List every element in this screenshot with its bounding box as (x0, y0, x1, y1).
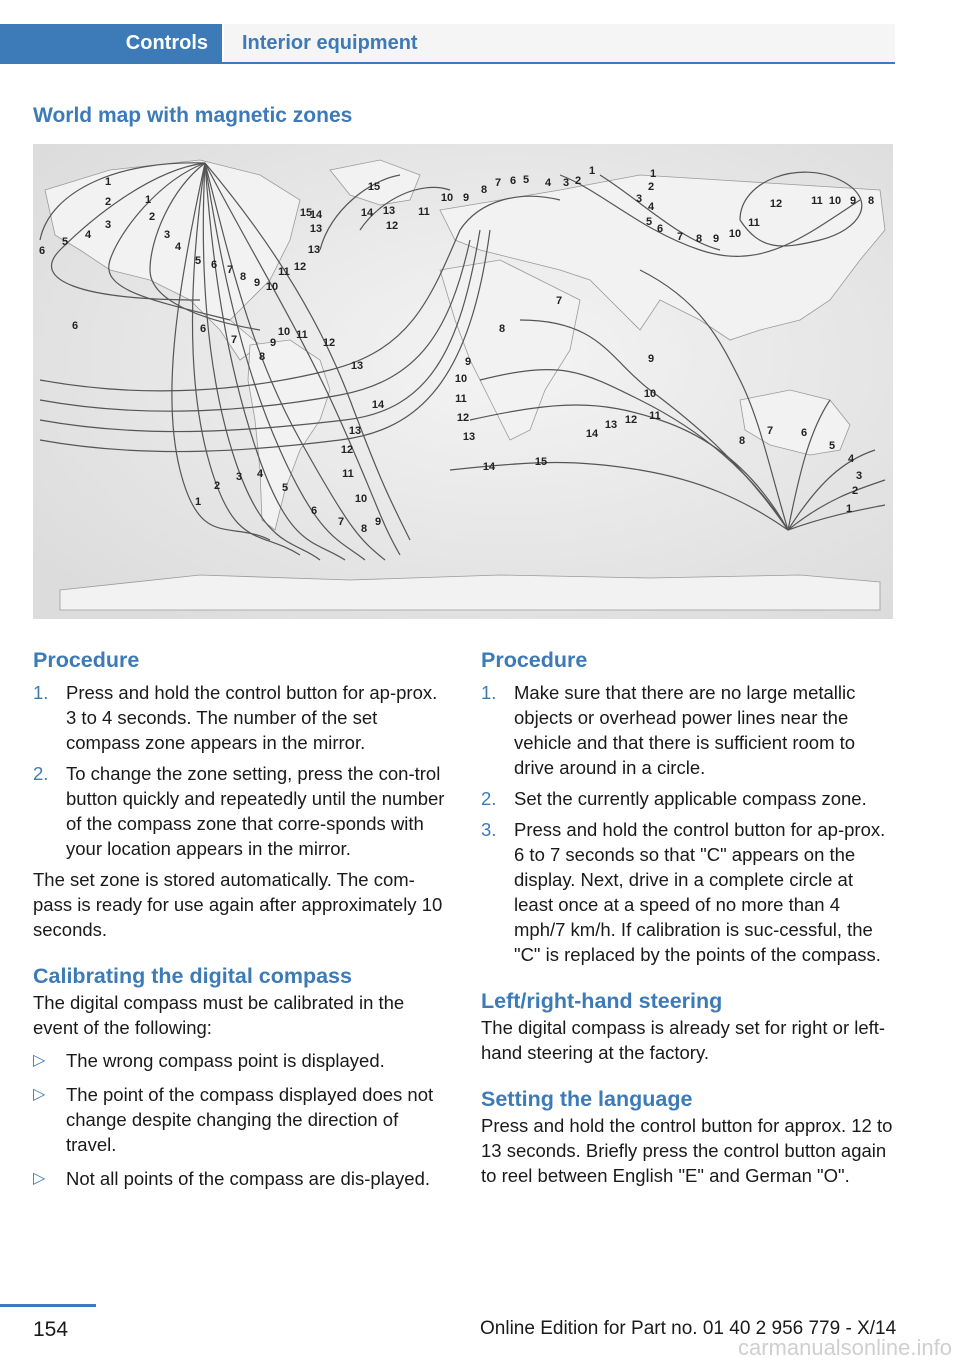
right-column (481, 646, 895, 1188)
zone-number-label: 7 (337, 516, 345, 528)
zone-number-label: 9 (712, 233, 720, 245)
zone-number-label: 11 (278, 266, 290, 278)
zone-number-label: 7 (226, 264, 234, 276)
procedure-heading-left: Procedure (33, 648, 140, 672)
list-item (33, 1048, 447, 1073)
zone-number-label: 5 (194, 255, 202, 267)
zone-number-label: 9 (464, 356, 472, 368)
zone-number-label: 13 (309, 223, 323, 235)
zone-number-label: 7 (494, 177, 502, 189)
zone-number-label: 1 (104, 176, 112, 188)
section-tab-controls[interactable]: Controls (0, 24, 222, 62)
zone-number-label: 2 (213, 480, 221, 492)
step-number: 1. (481, 682, 497, 703)
zone-number-label: 6 (38, 245, 46, 257)
zone-number-label: 10 (828, 195, 842, 207)
zone-number-label: 13 (348, 425, 362, 437)
zone-number-label: 12 (322, 337, 336, 349)
zone-number-label: 8 (867, 195, 875, 207)
zone-number-label: 2 (148, 211, 156, 223)
list-item (33, 1082, 447, 1157)
zone-number-label: 6 (210, 259, 218, 271)
zone-number-label: 9 (269, 337, 277, 349)
procedure-heading-right: Procedure (481, 648, 588, 672)
step-text: Press and hold the control button for ap‐prox. 3 to 4 seconds. The number of the set compass zone appears in the mirror. (66, 682, 438, 753)
zone-number-label: 10 (277, 326, 291, 338)
zone-number-label: 10 (643, 388, 657, 400)
header-rule (0, 62, 895, 64)
list-item (481, 817, 895, 967)
zone-number-label: 12 (624, 414, 638, 426)
step-text: Make sure that there are no large metallic objects or overhead power lines near the vehicle and that there is sufficient room to drive around in a circle. (514, 682, 856, 778)
page-header (0, 24, 895, 62)
step-text: Press and hold the control button for ap‐prox. 6 to 7 seconds so that "C" appears on the display. Next, drive in a complete circle at least once at a speed of no more than 4 mph/7 km/h. If calibration is suc‐cessful, the "C" is replaced by the points of the compass. (514, 819, 886, 965)
zone-number-label: 3 (104, 219, 112, 231)
zone-number-label: 6 (800, 427, 808, 439)
zone-number-label: 5 (645, 216, 653, 228)
zone-number-label: 10 (265, 281, 279, 293)
zone-number-label: 2 (851, 485, 859, 497)
step-number: 2. (33, 763, 49, 784)
zone-number-label: 7 (555, 295, 563, 307)
zone-number-label: 3 (635, 193, 643, 205)
calibration-conditions (33, 1048, 447, 1191)
zone-number-label: 3 (235, 471, 243, 483)
zone-number-label: 4 (847, 453, 855, 465)
left-column (33, 646, 447, 1200)
zone-number-label: 11 (748, 217, 760, 229)
triangle-bullet-icon: ▷ (33, 1052, 46, 1069)
zone-number-label: 6 (310, 505, 318, 517)
zone-number-label: 11 (455, 393, 467, 405)
zone-number-label: 7 (766, 425, 774, 437)
zone-number-label: 1 (845, 503, 853, 515)
world-map-magnetic-zones (33, 144, 893, 619)
bullet-text: Not all points of the compass are dis‐played. (66, 1168, 431, 1189)
zone-number-label: 2 (104, 196, 112, 208)
zone-number-label: 3 (855, 470, 863, 482)
zone-number-label: 5 (61, 236, 69, 248)
step-text: To change the zone setting, press the con‐trol button quickly and repeatedly until the number of the compass zone that corre‐sponds with your location appears in the mirror. (66, 763, 445, 859)
zone-number-label: 2 (647, 181, 655, 193)
zone-number-label: 7 (230, 334, 238, 346)
zone-number-label: 12 (293, 261, 307, 273)
zone-number-label: 13 (307, 244, 321, 256)
triangle-bullet-icon: ▷ (33, 1086, 46, 1103)
zone-number-label: 10 (440, 192, 454, 204)
zone-number-label: 11 (649, 410, 661, 422)
zone-number-label: 9 (462, 192, 470, 204)
zone-number-label: 6 (509, 175, 517, 187)
step-text: Set the currently applicable compass zone. (514, 788, 867, 809)
zone-number-label: 5 (281, 482, 289, 494)
footer-rule (0, 1304, 96, 1307)
calibrating-heading: Calibrating the digital compass (33, 964, 352, 988)
zone-number-label: 15 (367, 181, 381, 193)
zone-number-label: 2 (574, 175, 582, 187)
zone-number-label: 12 (385, 220, 399, 232)
triangle-bullet-icon: ▷ (33, 1170, 46, 1187)
zone-number-label: 11 (296, 329, 308, 341)
zone-number-label: 13 (462, 431, 476, 443)
zone-stored-text: The set zone is stored automatically. The com‐pass is ready for use again after approximately 10 seconds. (33, 869, 443, 940)
zone-number-label: 9 (849, 195, 857, 207)
zone-number-label: 9 (374, 516, 382, 528)
zone-number-label: 3 (562, 177, 570, 189)
procedure-steps-right (481, 680, 895, 967)
zone-number-label: 14 (371, 399, 385, 411)
zone-number-label: 13 (382, 205, 396, 217)
zone-number-label: 7 (676, 231, 684, 243)
zone-number-label: 8 (695, 233, 703, 245)
zone-number-label: 6 (656, 223, 664, 235)
zone-number-label: 1 (194, 496, 202, 508)
map-illustration (33, 144, 893, 619)
zone-number-label: 5 (522, 174, 530, 186)
zone-number-label: 4 (174, 241, 182, 253)
zone-number-label: 3 (163, 229, 171, 241)
zone-number-label: 8 (258, 351, 266, 363)
map-title: World map with magnetic zones (33, 104, 353, 127)
edition-text: Online Edition for Part no. 01 40 2 956 779 - X/14 (480, 1318, 897, 1339)
procedure-steps-left (33, 680, 447, 861)
language-text: Press and hold the control button for approx. 12 to 13 seconds. Briefly press the control button again to reel between English "E" and German "O". (481, 1115, 893, 1186)
zone-number-label: 14 (309, 209, 323, 221)
zone-number-label: 14 (585, 428, 599, 440)
zone-number-label: 10 (728, 228, 742, 240)
zone-number-label: 14 (482, 461, 496, 473)
zone-number-label: 11 (811, 195, 823, 207)
zone-number-label: 8 (738, 435, 746, 447)
zone-number-label: 1 (588, 165, 596, 177)
zone-number-label: 14 (360, 207, 374, 219)
zone-number-label: 8 (360, 523, 368, 535)
zone-number-label: 12 (456, 412, 470, 424)
zone-number-label: 1 (649, 168, 657, 180)
steering-heading: Left/right-hand steering (481, 989, 723, 1013)
zone-number-label: 4 (544, 177, 552, 189)
zone-number-label: 9 (647, 353, 655, 365)
list-item (33, 680, 447, 755)
zone-number-label: 6 (199, 323, 207, 335)
language-heading: Setting the language (481, 1087, 693, 1111)
step-number: 2. (481, 788, 497, 809)
step-number: 1. (33, 682, 49, 703)
zone-number-label: 11 (342, 468, 354, 480)
zone-number-label: 4 (647, 201, 655, 213)
zone-number-label: 5 (828, 440, 836, 452)
bullet-text: The point of the compass displayed does not change despite changing the direction of travel. (66, 1084, 434, 1155)
zone-number-label: 11 (418, 206, 430, 218)
list-item (481, 786, 895, 811)
steering-text: The digital compass is already set for right or left-hand steering at the factory. (481, 1017, 886, 1063)
zone-number-label: 15 (534, 456, 548, 468)
list-item (481, 680, 895, 780)
bullet-text: The wrong compass point is displayed. (66, 1050, 385, 1071)
zone-number-label: 10 (454, 373, 468, 385)
list-item (33, 1166, 447, 1191)
zone-number-label: 4 (84, 229, 92, 241)
step-number: 3. (481, 819, 497, 840)
watermark: carmanualsonline.info (737, 1335, 952, 1360)
list-item (33, 761, 447, 861)
zone-number-label: 1 (144, 194, 152, 206)
zone-number-label: 4 (256, 468, 264, 480)
zone-number-label: 13 (350, 360, 364, 372)
zone-number-label: 15 (299, 207, 313, 219)
section-tab-interior-equipment[interactable]: Interior equipment (224, 24, 895, 62)
page-number: 154 (33, 1318, 69, 1341)
zone-number-label: 6 (71, 320, 79, 332)
zone-number-label: 8 (498, 323, 506, 335)
zone-number-label: 8 (239, 271, 247, 283)
zone-number-label: 13 (604, 419, 618, 431)
calibrating-intro: The digital compass must be calibrated in the event of the following: (33, 992, 405, 1038)
zone-number-label: 12 (769, 198, 783, 210)
zone-number-label: 10 (354, 493, 368, 505)
zone-number-label: 12 (340, 444, 354, 456)
zone-number-label: 8 (480, 184, 488, 196)
zone-number-label: 9 (253, 277, 261, 289)
